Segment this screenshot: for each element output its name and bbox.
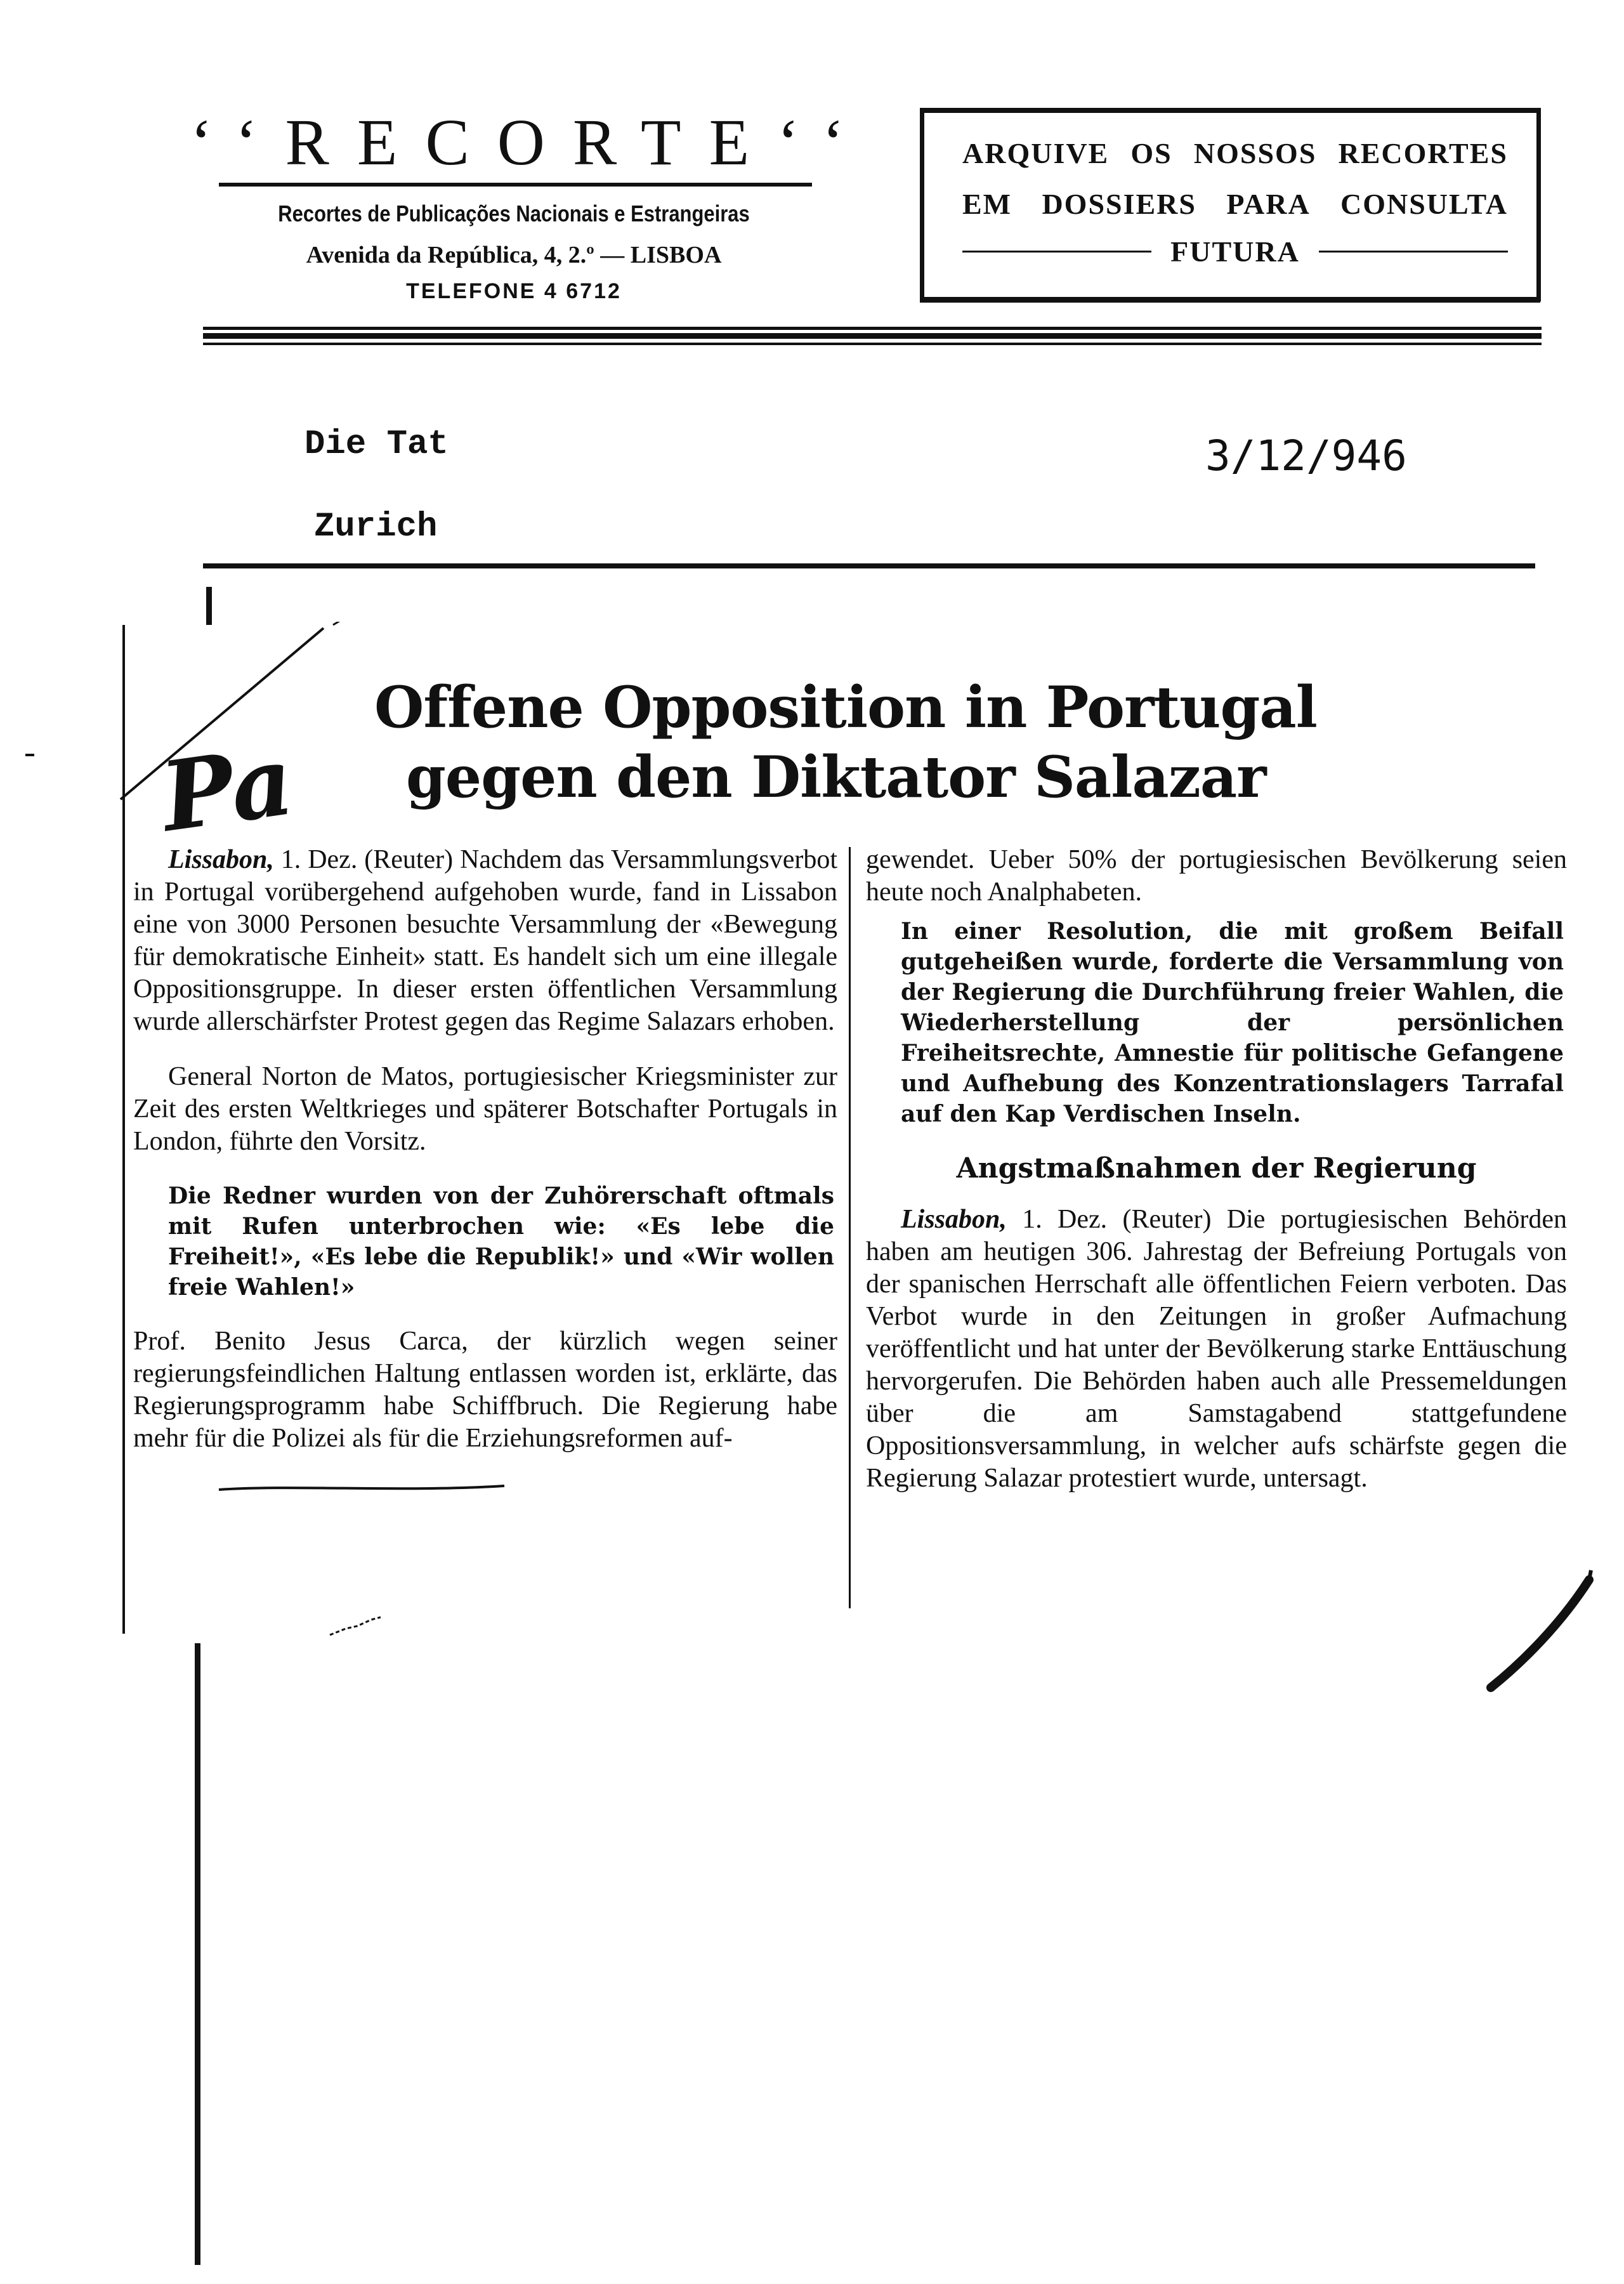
agency-tagline: Recortes de Publicações Nacionais e Estrangeiras [278, 200, 750, 226]
notice-word: EM [962, 188, 1012, 220]
agency-underline [219, 183, 812, 187]
source-newspaper: Die Tat [304, 425, 449, 464]
article-bold-paragraph: Die Redner wurden von der Zuhörerschaft oftmals mit Rufen unterbrochen wie: «Es lebe die Freiheit!», «Es lebe die Republik!» und «Wir wollen freie Wahlen!» [168, 1183, 834, 1301]
column-divider [849, 847, 851, 1608]
notice-word: OS [1130, 137, 1172, 169]
paragraph-text: 1. Dez. (Reuter) Nachdem das Versammlungsverbot in Portugal vorübergehend aufgehoben wurde, fand in Lissabon eine von 3000 Personen besuchte Versammlung der «Bewegung für demokratische Einheit» statt. Es handelt sich um eine illegale Oppositionsgruppe. In dieser ersten öffentlichen Versammlung wurde allerschärfster Protest gegen das Regime Salazars erhoben. [133, 845, 837, 1036]
corner-pen-mark [1478, 1567, 1605, 1694]
pen-scribble-mark [327, 1615, 384, 1640]
dateline: Lissabon, [168, 845, 274, 874]
notice-box [920, 108, 1541, 301]
source-city: Zurich [314, 508, 438, 546]
notice-word: FUTURA [1170, 235, 1300, 268]
notice-dash-left [962, 251, 1151, 253]
notice-word: CONSULTA [1340, 188, 1508, 220]
article-paragraph [133, 844, 837, 1038]
article-left-column [133, 844, 837, 1455]
handwritten-annotation-text: Pa [154, 725, 300, 854]
handwritten-annotation [114, 622, 355, 863]
article-paragraph [866, 1204, 1567, 1495]
notice-word: RECORTES [1338, 137, 1508, 169]
headline-line-2: gegen den Diktator Salazar [406, 744, 1266, 811]
notice-line-1 [962, 136, 1508, 170]
header-rule [203, 327, 1542, 330]
agency-phone: TELEFONE 4 6712 [406, 279, 622, 303]
margin-mark [25, 754, 34, 756]
agency-name: ‘‘RECORTE‘‘ [190, 106, 872, 179]
notice-line-3 [962, 235, 1508, 268]
notice-word: PARA [1226, 188, 1311, 220]
notice-word: DOSSIERS [1042, 188, 1196, 220]
headline-line-1: Offene Opposition in Portugal [374, 674, 1317, 741]
notice-word: NOSSOS [1193, 137, 1317, 169]
notice-dash-right [1319, 251, 1508, 253]
article-headline [374, 673, 1317, 812]
notice-line-2 [962, 187, 1508, 221]
notice-box-bottom-rule [920, 297, 1540, 303]
paragraph-text: 1. Dez. (Reuter) Die portugiesischen Behörden haben am heutigen 306. Jahrestag der Befreiung Portugals von der spanischen Herrschaft alle öffentlichen Feiern verboten. Das Verbot wurde in den Zeitungen in großer Aufmachung veröffentlicht und hat unter der Bevölkerung starke Enttäuschung hervorgerufen. Die Behörden haben auch alle Pressemeldungen über die am Samstagabend stattgefundene Oppositionsversammlung, in welcher aufs schärfste gegen die Regierung Salazar protestiert wurde, untersagt. [866, 1205, 1567, 1493]
header-rule [203, 333, 1542, 339]
source-rule [203, 563, 1535, 568]
article-paragraph: gewendet. Ueber 50% der portugiesischen Bevölkerung seien heute noch Analphabeten. [866, 845, 1567, 907]
agency-address: Avenida da República, 4, 2.º — LISBOA [306, 242, 722, 268]
source-date: 3/12/946 [1205, 431, 1407, 480]
header-rule [203, 343, 1542, 345]
dateline: Lissabon, [901, 1205, 1007, 1234]
article-right-column [866, 844, 1567, 1495]
article-paragraph: General Norton de Matos, portugiesischer Kriegsminister zur Zeit des ersten Weltkrieges und späterer Botschafter Portugals in London, führte den Vorsitz. [133, 1062, 837, 1156]
notice-word: ARQUIVE [962, 137, 1110, 169]
article-subheading: Angstmaßnahmen der Regierung [956, 1152, 1477, 1185]
clip-marker-bottom [195, 1643, 200, 2265]
clip-marker-top [206, 587, 212, 625]
article-bold-paragraph: In einer Resolution, die mit großem Beifall gutgeheißen wurde, forderte die Versammlung von der Regierung die Durchführung freier Wahlen, die Wiederherstellung der persönlichen Freiheitsrechte, Amnestie für politische Gefangene und Aufhebung des Konzentrationslagers Tarrafal auf den Kap Verdischen Inseln. [901, 918, 1564, 1127]
article-paragraph: Prof. Benito Jesus Carca, der kürzlich wegen seiner regierungsfeindlichen Haltung entlassen worden ist, erklärte, das Regierungsprogramm habe Schiffbruch. Die Regierung habe mehr für die Polizei als für die Erziehungsreformen auf- [133, 1327, 837, 1453]
pen-underline-mark [216, 1478, 508, 1497]
